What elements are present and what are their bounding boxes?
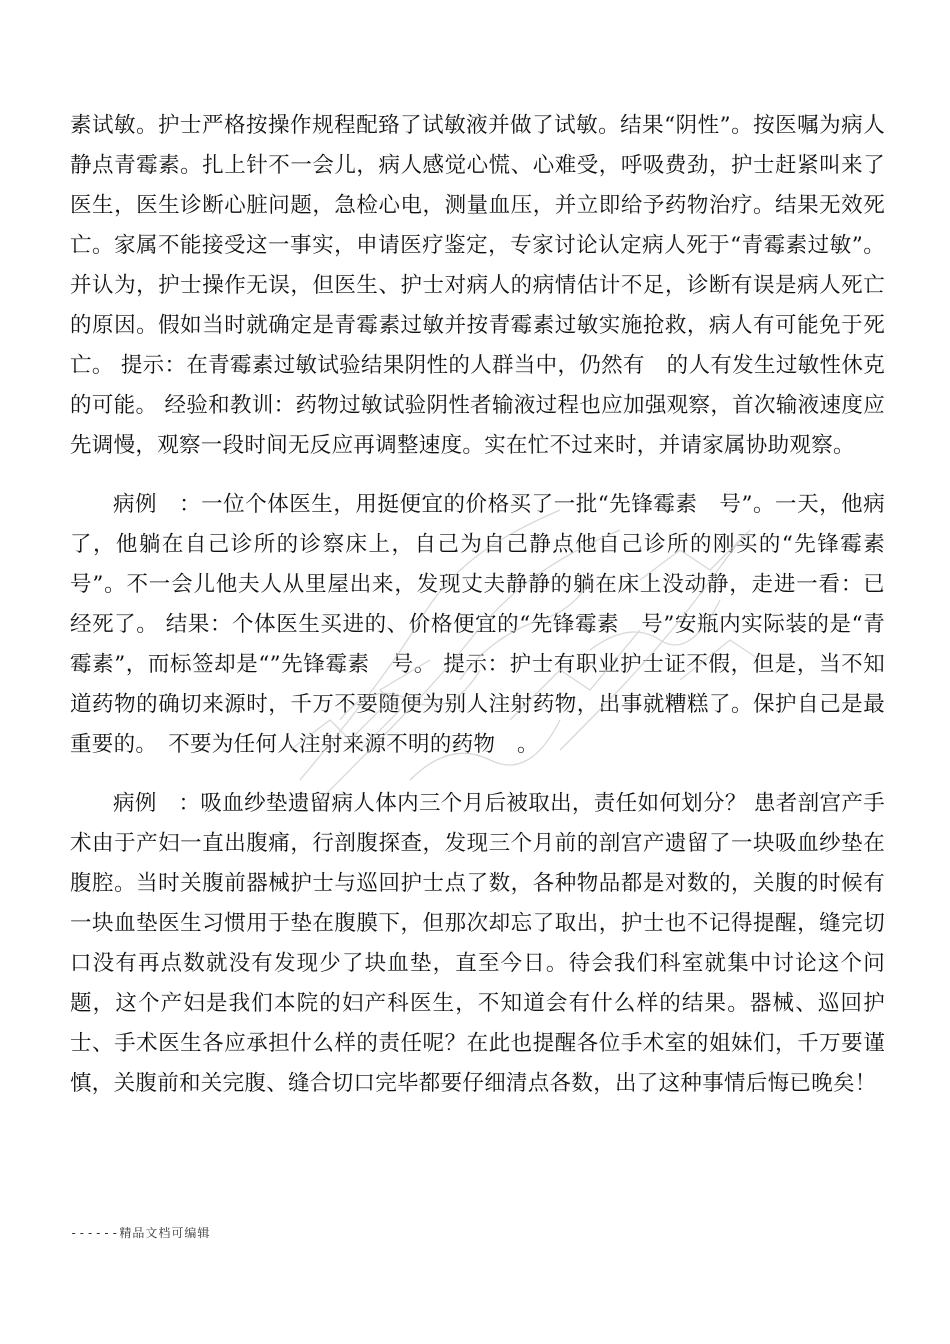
document-body xyxy=(70,106,907,1104)
paragraph-case-counterfeit-drug: 病例 ：一位个体医生，用挺便宜的价格买了一批“先锋霉素 号”。一天，他病了，他躺在自己诊所的诊察床上，自己为自己静点他自己诊所的刚买的“先锋霉素 号”。不一会儿他夫人从里屋出来，发现丈夫静静的躺在床上没动静，走进一看：已经死了。 结果：个体医生买进的、价格便宜的“先锋霉素 号”安瓶内实际装的是“青霉素”，而标签却是“”先锋霉素 号。 提示：护士有职业护士证不假，但是，当不知道药物的确切来源时，千万不要随便为别人注射药物，出事就糟糕了。保护自己是最重要的。 不要为任何人注射来源不明的药物 。 xyxy=(70,492,907,757)
document-footer: ------精品文档可编辑 xyxy=(70,1226,211,1240)
paragraph-case-continuation: 素试敏。护士严格按操作规程配臵了试敏液并做了试敏。结果“阴性”。按医嘱为病人静点青霉素。扎上针不一会儿，病人感觉心慌、心难受，呼吸费劲，护士赶紧叫来了医生，医生诊断心脏问题，急检心电，测量血压，并立即给予药物治疗。结果无效死亡。家属不能接受这一事实，申请医疗鉴定，专家讨论认定病人死于“青霉素过敏”。并认为，护士操作无误，但医生、护士对病人的病情估计不足，诊断有误是病人死亡的原因。假如当时就确定是青霉素过敏并按青霉素过敏实施抢救，病人有可能免于死亡。 提示：在青霉素过敏试验结果阴性的人群当中，仍然有 的人有发生过敏性休克的可能。 经验和教训：药物过敏试验阴性者输液过程也应加强观察，首次输液速度应先调慢，观察一段时间无反应再调整速度。实在忙不过来时，并请家属协助观察。 xyxy=(70,113,885,458)
paragraph-case-retained-gauze: 病例 ：吸血纱垫遗留病人体内三个月后被取出，责任如何划分？ 患者剖宫产手术由于产妇一直出腹痛，行剖腹探查，发现三个月前的剖宫产遗留了一块吸血纱垫在腹腔。当时关腹前器械护士与巡回护士点了数，各种物品都是对数的，关腹的时候有一块血垫医生习惯用于垫在腹膜下，但那次却忘了取出，护士也不记得提醒，缝完切口没有再点数就没有发现少了块血垫，直至今日。待会我们科室就集中讨论这个问题，这个产妇是我们本院的妇产科医生，不知道会有什么样的结果。器械、巡回护士、手术医生各应承担什么样的责任呢？在此也提醒各位手术室的姐妹们，千万要谨慎，关腹前和关完腹、缝合切口完毕都要仔细清点各数，出了这种事情后悔已晚矣！ xyxy=(70,791,885,1096)
